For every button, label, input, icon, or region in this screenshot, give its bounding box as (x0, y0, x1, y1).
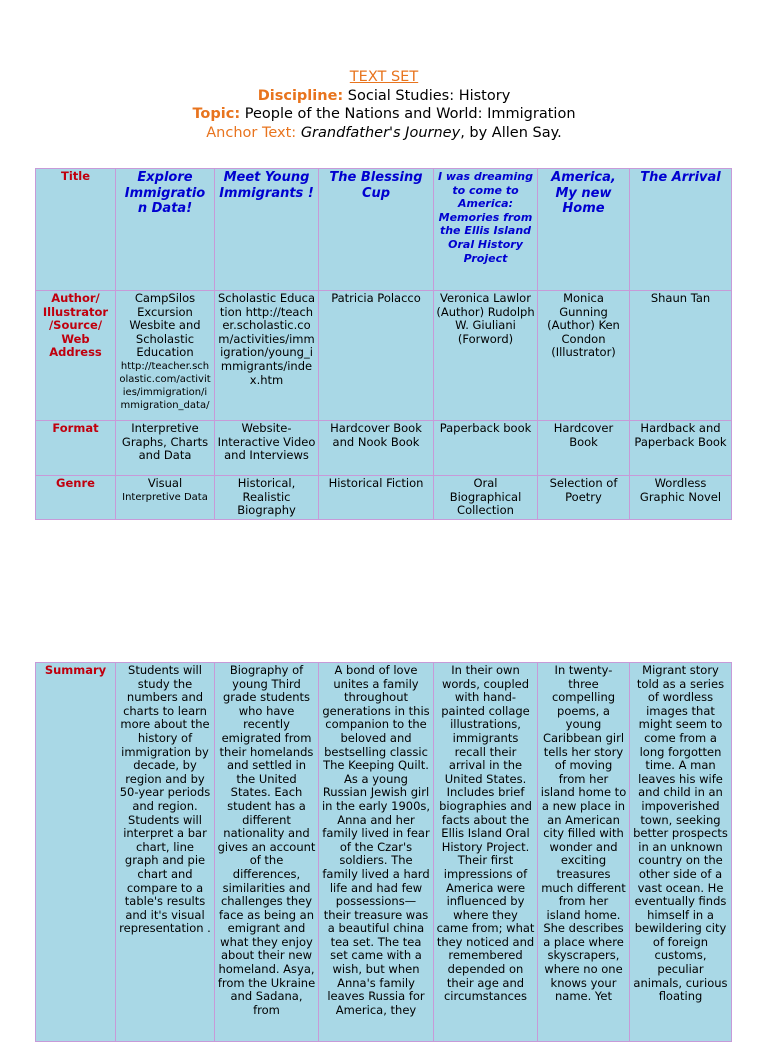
author-row (36, 291, 732, 421)
genre-row (36, 476, 732, 520)
genre-text: Visual (147, 476, 183, 491)
row-label-genre: Genre (36, 476, 116, 520)
row-label-format: Format (36, 421, 116, 476)
topic-value: People of the Nations and World: Immigration (240, 106, 576, 122)
anchor-rest: , by Allen Say. (460, 124, 562, 141)
book-title: I was dreaming to come to America: Memories from the Ellis Island Oral History Project (434, 169, 538, 291)
book-title: America, My new Home (538, 169, 630, 291)
discipline-value: Social Studies: History (343, 87, 511, 104)
summary-table (35, 662, 732, 1042)
book-title: Meet Young Immigrants ! (215, 169, 319, 291)
book-title: The Arrival (630, 169, 732, 291)
summary-cell: Migrant story told as a series of wordless images that might seem to come from a long forgotten time. A man leaves his wife and child in an impoverished town, seeking better prospects in an unknown country on the other side of a vast ocean. He eventually finds himself in a bewildering city of foreign customs, peculiar animals, curious floating (630, 663, 732, 1042)
anchor-label: Anchor Text: (206, 124, 301, 141)
format-cell: Paperback book (434, 421, 538, 476)
discipline-label: Discipline: (257, 87, 344, 104)
author-cell: Scholastic Education http://teacher.scholastic.com/activities/immigration/young_immigrants/index.htm (215, 291, 319, 421)
author-cell: Monica Gunning (Author) Ken Condon (Illustrator) (538, 291, 630, 421)
format-cell: Hardback and Paperback Book (630, 421, 732, 476)
doc-title: TEXT SET (349, 69, 419, 85)
summary-cell: Biography of young Third grade students who have recently emigrated from their homelands and settled in the United States. Each student has a different nationality and gives an account of the differences, similarities and challenges they face as being an emigrant and what they enjoy about their new homeland. Asya, from the Ukraine and Sadana, from (215, 663, 319, 1042)
genre-cell: Wordless Graphic Novel (630, 476, 732, 520)
format-cell: Website- Interactive Video and Interviews (215, 421, 319, 476)
author-cell: Veronica Lawlor (Author) Rudolph W. Giuliani (Forword) (434, 291, 538, 421)
author-cell: Patricia Polacco (319, 291, 434, 421)
genre-cell: Historical, Realistic Biography (215, 476, 319, 520)
author-text: CampSilos Excursion Wesbite and Scholastic Education (129, 291, 201, 360)
text-set-table (35, 168, 732, 520)
genre-cell: Selection of Poetry (538, 476, 630, 520)
book-title: Explore Immigratio n Data! (116, 169, 215, 291)
genre-text: Interpretive Data (122, 491, 208, 503)
summary-cell: In twenty-three compelling poems, a young Caribbean girl tells her story of moving from her island home to a new place in an American city filled with wonder and exciting treasures much different from her island home. She describes a place where skyscrapers, where no one knows your name. Yet (538, 663, 630, 1042)
summary-row (36, 663, 732, 1042)
topic-label: Topic: (192, 106, 241, 122)
summary-cell: A bond of love unites a family throughout generations in this companion to the beloved and bestselling classic The Keeping Quilt. As a young Russian Jewish girl in the early 1900s, Anna and her family lived in fear of the Czar's soldiers. The family lived a hard life and had few possessions— their treasure was a beautiful china tea set. The tea set came with a wish, but when Anna's family leaves Russia for America, they (319, 663, 434, 1042)
genre-cell: Historical Fiction (319, 476, 434, 520)
book-title: The Blessing Cup (319, 169, 434, 291)
anchor-title: Grandfather's Journey (300, 124, 461, 141)
row-label-title: Title (36, 169, 116, 291)
summary-cell: In their own words, coupled with hand-painted collage illustrations, immigrants recall their arrival in the United States. Includes brief biographies and facts about the Ellis Island Oral History Project. Their first impressions of America were influenced by where they came from; what they noticed and remembered depended on their age and circumstances (434, 663, 538, 1042)
format-cell: Hardcover Book and Nook Book (319, 421, 434, 476)
format-row (36, 421, 732, 476)
format-cell: Interpretive Graphs, Charts and Data (116, 421, 215, 476)
author-cell: Shaun Tan (630, 291, 732, 421)
row-label-summary: Summary (36, 663, 116, 1042)
author-web-link[interactable]: http://teacher.scholastic.com/activities/immigration/immigration_data/ (119, 361, 211, 412)
row-label-author: Author/ Illustrator /Source/ Web Address (36, 291, 116, 421)
summary-cell: Students will study the numbers and charts to learn more about the history of immigration by decade, by region and by 50-year periods and region. Students will interpret a bar chart, line graph and pie chart and compare to a table's results and it's visual representation . (116, 663, 215, 1042)
format-cell: Hardcover Book (538, 421, 630, 476)
title-row (36, 169, 732, 291)
author-cell (116, 291, 215, 421)
genre-cell (116, 476, 215, 520)
genre-cell: Oral Biographical Collection (434, 476, 538, 520)
page-header (0, 68, 768, 142)
